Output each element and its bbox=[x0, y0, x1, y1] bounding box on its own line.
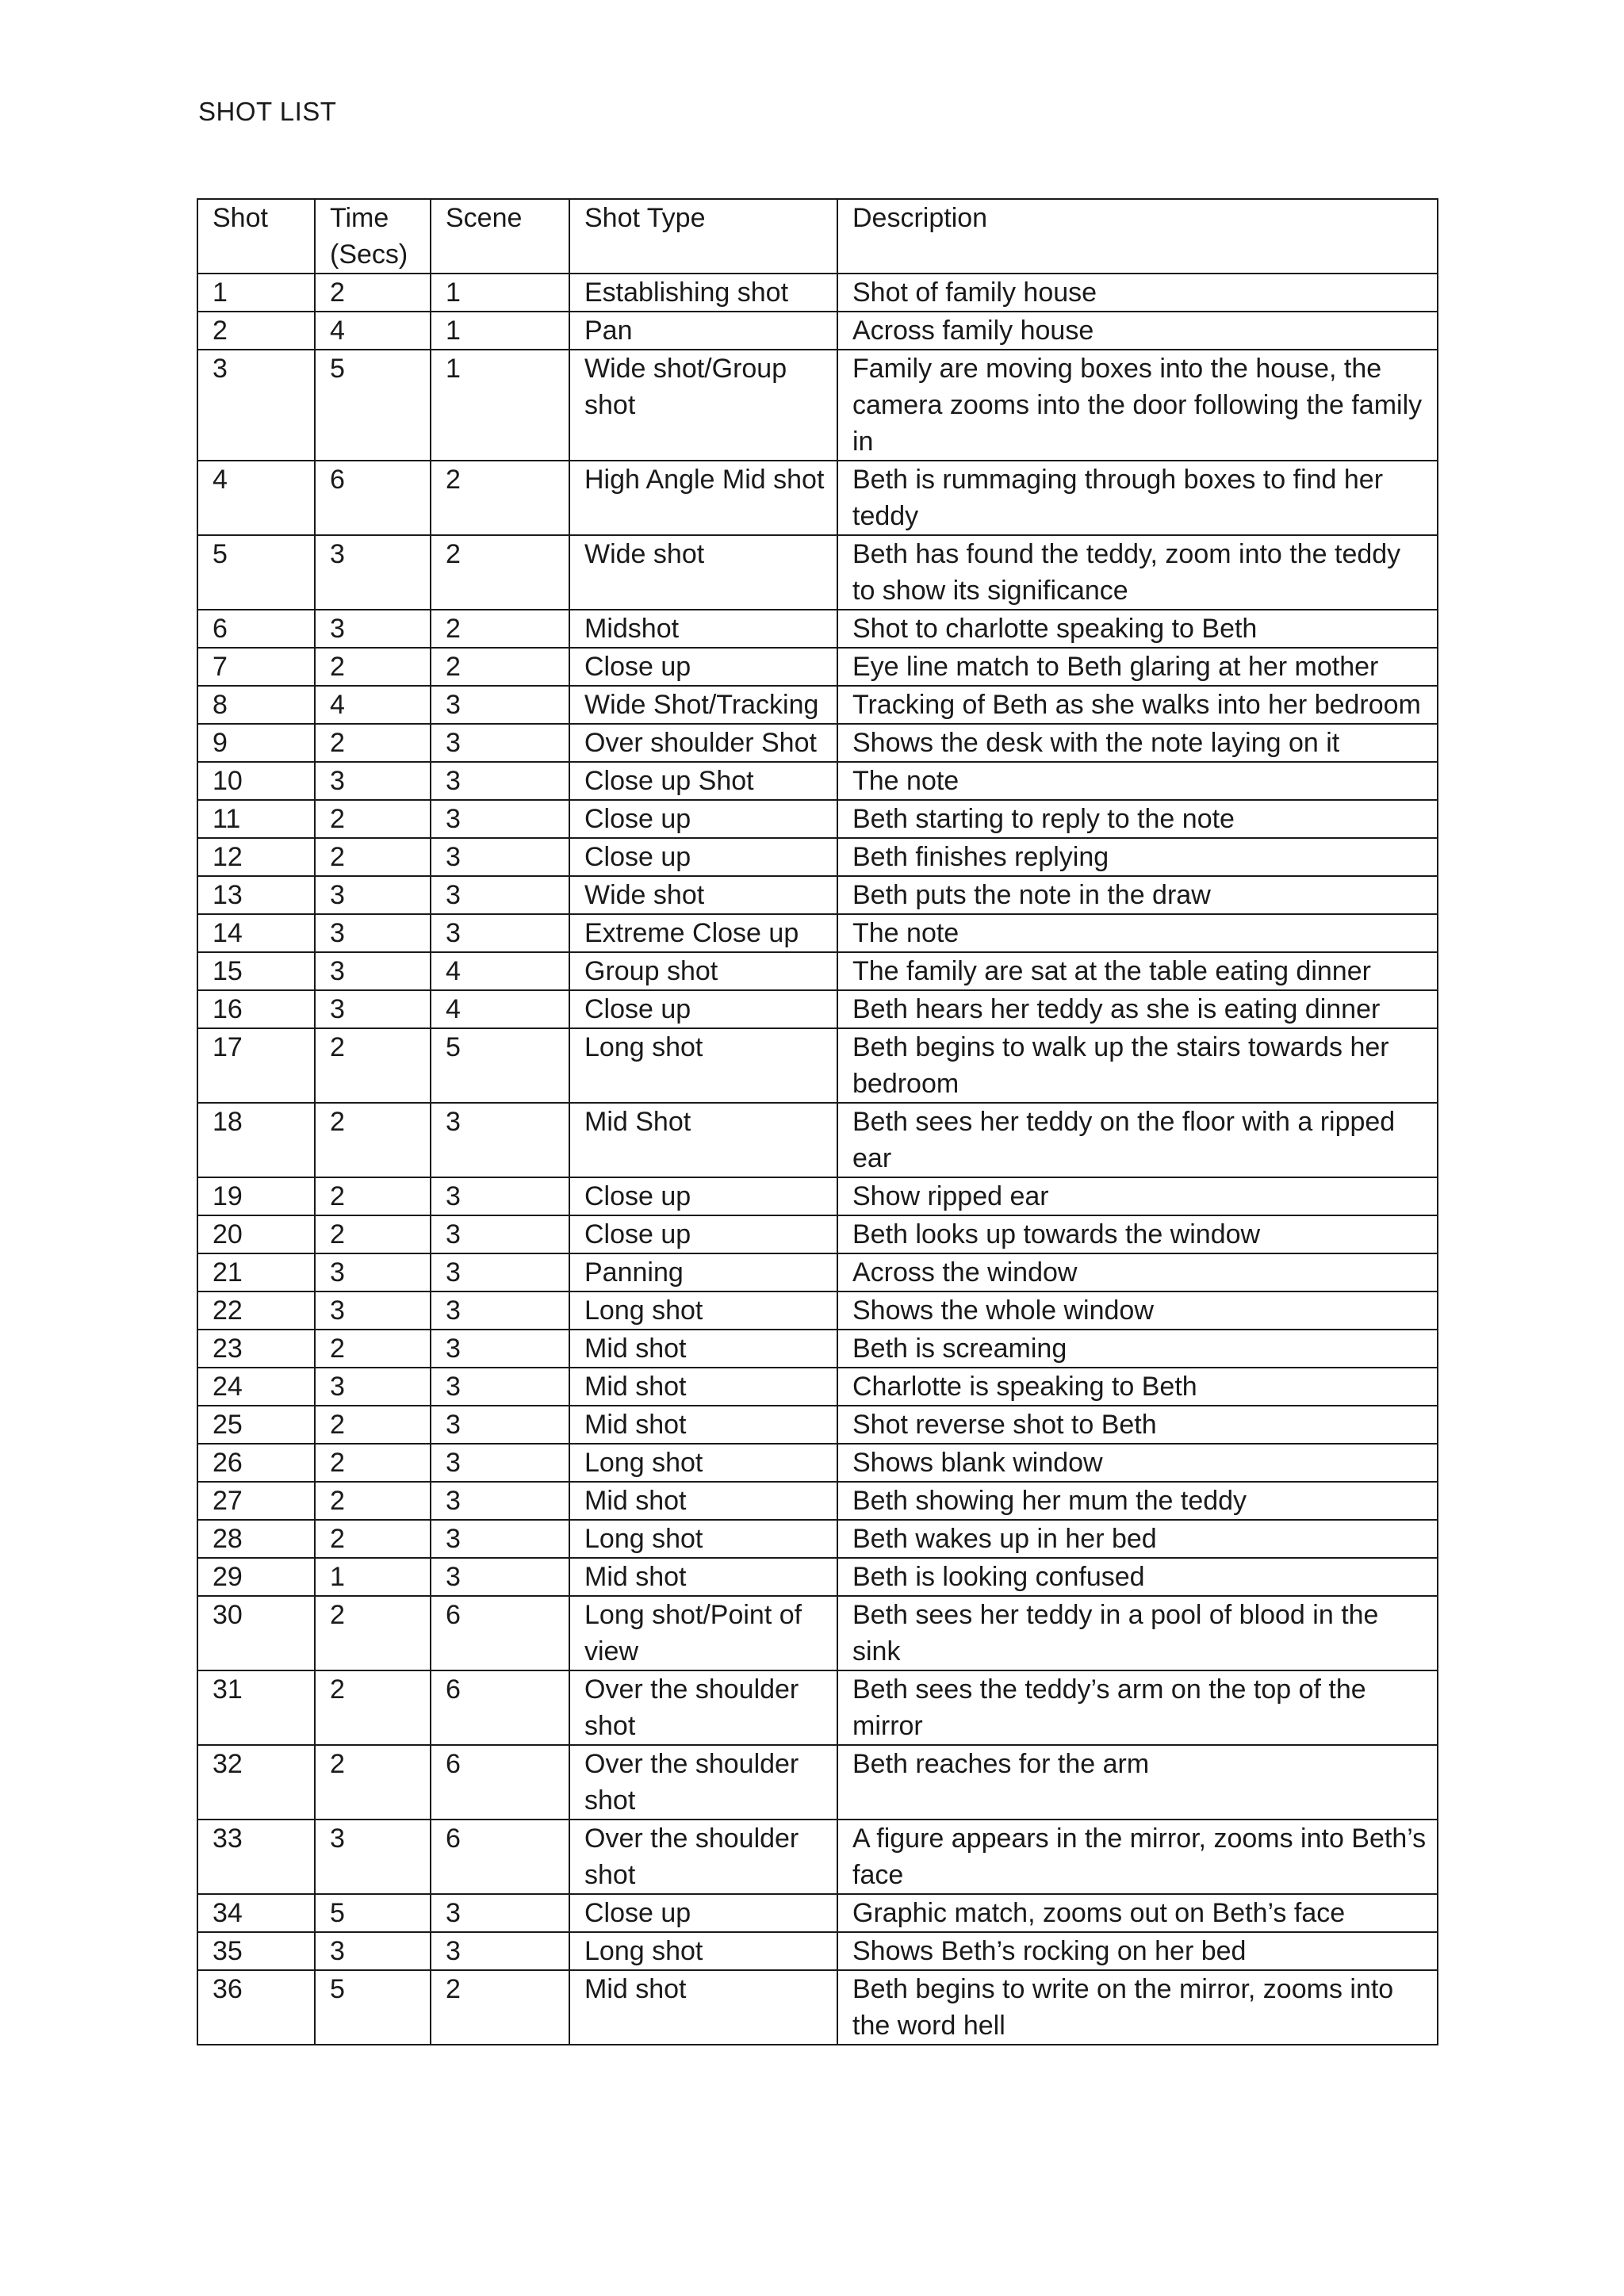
cell-time: 5 bbox=[315, 1970, 431, 2045]
table-row bbox=[197, 952, 1438, 990]
table-row bbox=[197, 1028, 1438, 1103]
cell-description: The note bbox=[837, 914, 1438, 952]
cell-scene: 3 bbox=[431, 1368, 569, 1406]
cell-description: Beth begins to write on the mirror, zooms into the word hell bbox=[837, 1970, 1438, 2045]
cell-time: 3 bbox=[315, 1292, 431, 1330]
cell-shot: 25 bbox=[197, 1406, 315, 1444]
table-row bbox=[197, 1745, 1438, 1820]
table-row bbox=[197, 1103, 1438, 1177]
cell-shot-type: Mid Shot bbox=[569, 1103, 837, 1177]
cell-scene: 3 bbox=[431, 838, 569, 876]
page-title: SHOT LIST bbox=[198, 97, 337, 126]
table-row bbox=[197, 1820, 1438, 1894]
cell-description: Beth starting to reply to the note bbox=[837, 800, 1438, 838]
cell-shot-type: Long shot bbox=[569, 1028, 837, 1103]
cell-time: 2 bbox=[315, 1406, 431, 1444]
cell-shot: 23 bbox=[197, 1330, 315, 1368]
cell-shot-type: Pan bbox=[569, 312, 837, 350]
cell-scene: 4 bbox=[431, 952, 569, 990]
cell-description: The family are sat at the table eating dinner bbox=[837, 952, 1438, 990]
table-row bbox=[197, 535, 1438, 610]
cell-description: Graphic match, zooms out on Beth’s face bbox=[837, 1894, 1438, 1932]
header-description: Description bbox=[837, 199, 1438, 274]
cell-shot: 10 bbox=[197, 762, 315, 800]
header-shot: Shot bbox=[197, 199, 315, 274]
cell-description: Shot reverse shot to Beth bbox=[837, 1406, 1438, 1444]
cell-time: 2 bbox=[315, 1596, 431, 1670]
cell-description: Beth finishes replying bbox=[837, 838, 1438, 876]
cell-shot-type: Long shot/Point of view bbox=[569, 1596, 837, 1670]
cell-shot: 16 bbox=[197, 990, 315, 1028]
cell-description: A figure appears in the mirror, zooms into Beth’s face bbox=[837, 1820, 1438, 1894]
cell-scene: 3 bbox=[431, 686, 569, 724]
cell-shot-type: Close up bbox=[569, 990, 837, 1028]
table-row bbox=[197, 1970, 1438, 2045]
cell-description: Shows the desk with the note laying on it bbox=[837, 724, 1438, 762]
cell-description: Across the window bbox=[837, 1253, 1438, 1292]
table-header-row bbox=[197, 199, 1438, 274]
cell-description: Family are moving boxes into the house, the camera zooms into the door following the family in bbox=[837, 350, 1438, 461]
cell-scene: 6 bbox=[431, 1596, 569, 1670]
cell-shot-type: Over the shoulder shot bbox=[569, 1745, 837, 1820]
cell-shot: 13 bbox=[197, 876, 315, 914]
header-time: Time (Secs) bbox=[315, 199, 431, 274]
cell-shot-type: Close up bbox=[569, 800, 837, 838]
cell-time: 5 bbox=[315, 350, 431, 461]
cell-time: 2 bbox=[315, 1103, 431, 1177]
cell-scene: 6 bbox=[431, 1820, 569, 1894]
cell-description: Beth has found the teddy, zoom into the teddy to show its significance bbox=[837, 535, 1438, 610]
cell-shot: 33 bbox=[197, 1820, 315, 1894]
cell-time: 4 bbox=[315, 312, 431, 350]
cell-shot-type: Mid shot bbox=[569, 1406, 837, 1444]
cell-shot-type: Group shot bbox=[569, 952, 837, 990]
table-row bbox=[197, 1406, 1438, 1444]
cell-time: 3 bbox=[315, 952, 431, 990]
cell-scene: 3 bbox=[431, 876, 569, 914]
cell-time: 2 bbox=[315, 724, 431, 762]
cell-time: 1 bbox=[315, 1558, 431, 1596]
cell-scene: 3 bbox=[431, 762, 569, 800]
cell-scene: 1 bbox=[431, 312, 569, 350]
cell-time: 3 bbox=[315, 1820, 431, 1894]
table-row bbox=[197, 461, 1438, 535]
cell-shot-type: Panning bbox=[569, 1253, 837, 1292]
cell-description: Beth is screaming bbox=[837, 1330, 1438, 1368]
cell-description: Beth sees her teddy on the floor with a ripped ear bbox=[837, 1103, 1438, 1177]
cell-shot-type: Wide shot/Group shot bbox=[569, 350, 837, 461]
cell-description: Beth sees her teddy in a pool of blood in the sink bbox=[837, 1596, 1438, 1670]
cell-scene: 2 bbox=[431, 535, 569, 610]
cell-scene: 3 bbox=[431, 1330, 569, 1368]
table-row bbox=[197, 274, 1438, 312]
cell-shot-type: High Angle Mid shot bbox=[569, 461, 837, 535]
table-body bbox=[197, 274, 1438, 2045]
table-row bbox=[197, 1596, 1438, 1670]
cell-shot: 20 bbox=[197, 1215, 315, 1253]
cell-description: Beth reaches for the arm bbox=[837, 1745, 1438, 1820]
cell-scene: 1 bbox=[431, 274, 569, 312]
table-row bbox=[197, 350, 1438, 461]
cell-shot: 11 bbox=[197, 800, 315, 838]
cell-shot-type: Close up bbox=[569, 648, 837, 686]
cell-time: 3 bbox=[315, 876, 431, 914]
table-row bbox=[197, 1444, 1438, 1482]
cell-shot-type: Mid shot bbox=[569, 1970, 837, 2045]
table-row bbox=[197, 1368, 1438, 1406]
cell-time: 3 bbox=[315, 535, 431, 610]
cell-shot-type: Close up bbox=[569, 838, 837, 876]
cell-shot: 21 bbox=[197, 1253, 315, 1292]
cell-description: Beth sees the teddy’s arm on the top of the mirror bbox=[837, 1670, 1438, 1745]
cell-shot: 32 bbox=[197, 1745, 315, 1820]
cell-scene: 3 bbox=[431, 1444, 569, 1482]
cell-time: 5 bbox=[315, 1894, 431, 1932]
cell-shot: 8 bbox=[197, 686, 315, 724]
cell-shot: 9 bbox=[197, 724, 315, 762]
cell-description: Shows the whole window bbox=[837, 1292, 1438, 1330]
table-row bbox=[197, 1520, 1438, 1558]
cell-shot-type: Close up Shot bbox=[569, 762, 837, 800]
cell-shot-type: Mid shot bbox=[569, 1558, 837, 1596]
cell-time: 3 bbox=[315, 1368, 431, 1406]
cell-shot-type: Wide shot bbox=[569, 876, 837, 914]
cell-description: Shot to charlotte speaking to Beth bbox=[837, 610, 1438, 648]
table-row bbox=[197, 610, 1438, 648]
cell-shot-type: Long shot bbox=[569, 1932, 837, 1970]
cell-shot: 15 bbox=[197, 952, 315, 990]
cell-shot: 12 bbox=[197, 838, 315, 876]
cell-time: 3 bbox=[315, 914, 431, 952]
table-row bbox=[197, 1558, 1438, 1596]
cell-shot-type: Long shot bbox=[569, 1520, 837, 1558]
cell-description: Beth is looking confused bbox=[837, 1558, 1438, 1596]
table-row bbox=[197, 1292, 1438, 1330]
cell-scene: 3 bbox=[431, 1292, 569, 1330]
cell-shot: 29 bbox=[197, 1558, 315, 1596]
cell-scene: 3 bbox=[431, 1103, 569, 1177]
cell-time: 3 bbox=[315, 1932, 431, 1970]
header-scene: Scene bbox=[431, 199, 569, 274]
cell-scene: 2 bbox=[431, 648, 569, 686]
cell-scene: 6 bbox=[431, 1745, 569, 1820]
table-row bbox=[197, 838, 1438, 876]
table-row bbox=[197, 1670, 1438, 1745]
cell-shot-type: Close up bbox=[569, 1215, 837, 1253]
cell-shot: 1 bbox=[197, 274, 315, 312]
cell-scene: 3 bbox=[431, 1253, 569, 1292]
table-row bbox=[197, 762, 1438, 800]
cell-description: Across family house bbox=[837, 312, 1438, 350]
cell-description: Beth hears her teddy as she is eating dinner bbox=[837, 990, 1438, 1028]
cell-description: The note bbox=[837, 762, 1438, 800]
cell-shot-type: Establishing shot bbox=[569, 274, 837, 312]
cell-shot: 19 bbox=[197, 1177, 315, 1215]
cell-scene: 3 bbox=[431, 1177, 569, 1215]
cell-shot-type: Mid shot bbox=[569, 1330, 837, 1368]
cell-shot-type: Long shot bbox=[569, 1292, 837, 1330]
table-row bbox=[197, 1482, 1438, 1520]
cell-description: Eye line match to Beth glaring at her mother bbox=[837, 648, 1438, 686]
cell-scene: 4 bbox=[431, 990, 569, 1028]
table-row bbox=[197, 648, 1438, 686]
table-row bbox=[197, 1253, 1438, 1292]
cell-shot-type: Over shoulder Shot bbox=[569, 724, 837, 762]
cell-description: Beth is rummaging through boxes to find her teddy bbox=[837, 461, 1438, 535]
cell-shot-type: Close up bbox=[569, 1894, 837, 1932]
cell-scene: 3 bbox=[431, 800, 569, 838]
cell-description: Shot of family house bbox=[837, 274, 1438, 312]
cell-description: Beth puts the note in the draw bbox=[837, 876, 1438, 914]
table-row bbox=[197, 1215, 1438, 1253]
cell-shot: 26 bbox=[197, 1444, 315, 1482]
cell-shot: 27 bbox=[197, 1482, 315, 1520]
cell-shot: 18 bbox=[197, 1103, 315, 1177]
cell-shot: 7 bbox=[197, 648, 315, 686]
cell-scene: 3 bbox=[431, 1482, 569, 1520]
cell-scene: 3 bbox=[431, 1406, 569, 1444]
cell-shot: 30 bbox=[197, 1596, 315, 1670]
cell-time: 2 bbox=[315, 1444, 431, 1482]
cell-scene: 2 bbox=[431, 610, 569, 648]
cell-description: Show ripped ear bbox=[837, 1177, 1438, 1215]
cell-shot: 5 bbox=[197, 535, 315, 610]
table-row bbox=[197, 914, 1438, 952]
cell-scene: 3 bbox=[431, 1894, 569, 1932]
cell-description: Beth looks up towards the window bbox=[837, 1215, 1438, 1253]
cell-scene: 2 bbox=[431, 461, 569, 535]
cell-description: Charlotte is speaking to Beth bbox=[837, 1368, 1438, 1406]
cell-scene: 3 bbox=[431, 1932, 569, 1970]
table-row bbox=[197, 1894, 1438, 1932]
cell-shot: 36 bbox=[197, 1970, 315, 2045]
table-row bbox=[197, 686, 1438, 724]
cell-time: 2 bbox=[315, 1177, 431, 1215]
cell-scene: 5 bbox=[431, 1028, 569, 1103]
cell-time: 4 bbox=[315, 686, 431, 724]
cell-shot-type: Mid shot bbox=[569, 1368, 837, 1406]
cell-shot: 2 bbox=[197, 312, 315, 350]
cell-scene: 3 bbox=[431, 1215, 569, 1253]
cell-shot-type: Over the shoulder shot bbox=[569, 1820, 837, 1894]
cell-shot-type: Close up bbox=[569, 1177, 837, 1215]
cell-time: 2 bbox=[315, 1330, 431, 1368]
cell-time: 2 bbox=[315, 838, 431, 876]
cell-time: 2 bbox=[315, 800, 431, 838]
cell-shot: 17 bbox=[197, 1028, 315, 1103]
cell-time: 2 bbox=[315, 1215, 431, 1253]
shot-list-table bbox=[197, 198, 1438, 2045]
cell-scene: 6 bbox=[431, 1670, 569, 1745]
cell-time: 2 bbox=[315, 274, 431, 312]
cell-description: Beth begins to walk up the stairs towards her bedroom bbox=[837, 1028, 1438, 1103]
table-row bbox=[197, 1177, 1438, 1215]
cell-time: 3 bbox=[315, 610, 431, 648]
cell-shot-type: Wide shot bbox=[569, 535, 837, 610]
cell-shot: 28 bbox=[197, 1520, 315, 1558]
cell-description: Shows blank window bbox=[837, 1444, 1438, 1482]
cell-scene: 2 bbox=[431, 1970, 569, 2045]
table-row bbox=[197, 1932, 1438, 1970]
cell-time: 6 bbox=[315, 461, 431, 535]
cell-time: 2 bbox=[315, 1520, 431, 1558]
cell-scene: 3 bbox=[431, 914, 569, 952]
cell-time: 3 bbox=[315, 1253, 431, 1292]
cell-description: Beth showing her mum the teddy bbox=[837, 1482, 1438, 1520]
table-row bbox=[197, 990, 1438, 1028]
cell-time: 2 bbox=[315, 648, 431, 686]
cell-shot-type: Wide Shot/Tracking bbox=[569, 686, 837, 724]
cell-time: 2 bbox=[315, 1745, 431, 1820]
header-shot-type: Shot Type bbox=[569, 199, 837, 274]
table-row bbox=[197, 724, 1438, 762]
cell-description: Tracking of Beth as she walks into her bedroom bbox=[837, 686, 1438, 724]
cell-shot-type: Long shot bbox=[569, 1444, 837, 1482]
cell-scene: 1 bbox=[431, 350, 569, 461]
cell-shot: 3 bbox=[197, 350, 315, 461]
cell-shot: 14 bbox=[197, 914, 315, 952]
cell-shot-type: Midshot bbox=[569, 610, 837, 648]
table-row bbox=[197, 876, 1438, 914]
cell-shot: 24 bbox=[197, 1368, 315, 1406]
table-row bbox=[197, 800, 1438, 838]
cell-time: 2 bbox=[315, 1670, 431, 1745]
cell-time: 3 bbox=[315, 990, 431, 1028]
cell-shot: 35 bbox=[197, 1932, 315, 1970]
cell-shot: 22 bbox=[197, 1292, 315, 1330]
cell-shot: 34 bbox=[197, 1894, 315, 1932]
cell-shot-type: Over the shoulder shot bbox=[569, 1670, 837, 1745]
cell-scene: 3 bbox=[431, 724, 569, 762]
cell-description: Shows Beth’s rocking on her bed bbox=[837, 1932, 1438, 1970]
cell-shot: 6 bbox=[197, 610, 315, 648]
cell-scene: 3 bbox=[431, 1520, 569, 1558]
cell-shot: 31 bbox=[197, 1670, 315, 1745]
cell-shot-type: Mid shot bbox=[569, 1482, 837, 1520]
cell-description: Beth wakes up in her bed bbox=[837, 1520, 1438, 1558]
cell-shot-type: Extreme Close up bbox=[569, 914, 837, 952]
table-row bbox=[197, 312, 1438, 350]
table-row bbox=[197, 1330, 1438, 1368]
cell-scene: 3 bbox=[431, 1558, 569, 1596]
cell-time: 3 bbox=[315, 762, 431, 800]
cell-shot: 4 bbox=[197, 461, 315, 535]
cell-time: 2 bbox=[315, 1482, 431, 1520]
cell-time: 2 bbox=[315, 1028, 431, 1103]
